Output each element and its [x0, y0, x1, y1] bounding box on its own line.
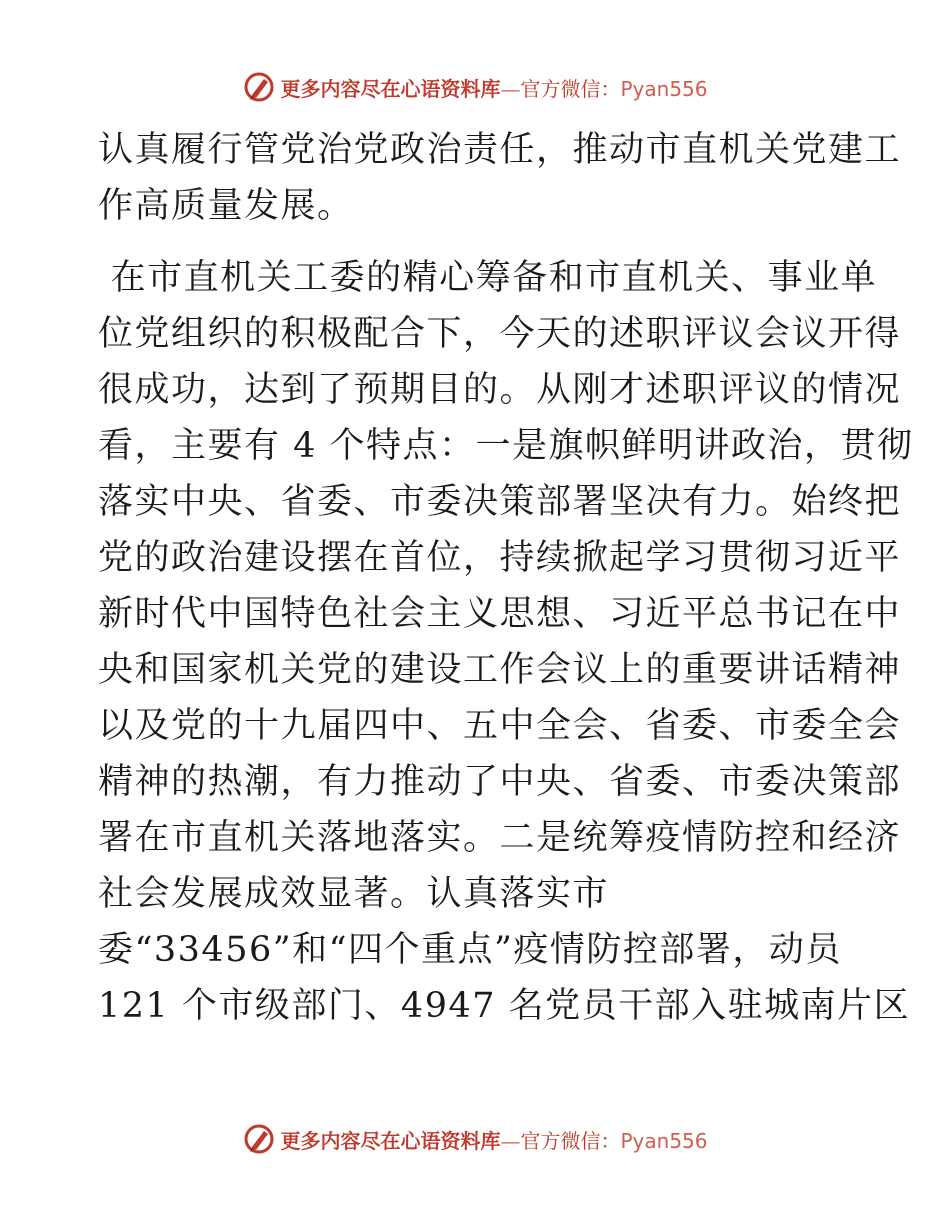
text-line: 新时代中国特色社会主义思想、习近平总书记在中 — [98, 594, 902, 634]
text-line: 121 个市级部门、4947 名党员干部入驻城南片区 — [98, 986, 911, 1026]
footer-brand-text: 更多内容尽在心语资料库 — [280, 1128, 501, 1153]
paragraph-2 — [98, 250, 914, 1034]
text-line: 作高质量发展。 — [98, 186, 354, 226]
text-line: 央和国家机关党的建设工作会议上的重要讲话精神 — [98, 650, 902, 690]
text-line: 认真履行管党治党政治责任，推动市直机关党建工 — [98, 130, 902, 170]
text-line: 以及党的十九届四中、五中全会、省委、市委全会 — [98, 706, 902, 746]
header-brand-text: 更多内容尽在心语资料库 — [280, 76, 501, 101]
text-line: 委“33456”和“四个重点”疫情防控部署，动员 — [98, 930, 842, 970]
header-wechat-label: 官方微信： — [520, 76, 621, 101]
footer-watermark-text — [280, 1125, 707, 1154]
header-wechat-id: Pyan556 — [620, 76, 708, 101]
text-line: 在市直机关工委的精心筹备和市直机关、事业单 — [98, 258, 878, 298]
text-line: 精神的热潮，有力推动了中央、省委、市委决策部 — [98, 762, 902, 802]
footer-wechat-id: Pyan556 — [620, 1128, 708, 1153]
text-line: 位党组织的积极配合下，今天的述职评议会议开得 — [98, 314, 902, 354]
pen-logo-icon — [242, 1122, 276, 1156]
header-dash: — — [500, 76, 521, 101]
footer-watermark — [0, 1122, 950, 1156]
text-line: 落实中央、省委、市委决策部署坚决有力。始终把 — [98, 482, 902, 522]
document-body — [98, 122, 914, 1034]
header-watermark — [0, 70, 950, 104]
text-line: 署在市直机关落地落实。二是统筹疫情防控和经济 — [98, 818, 902, 858]
footer-wechat-label: 官方微信： — [520, 1128, 621, 1153]
header-watermark-text — [280, 73, 707, 102]
footer-watermark-inner — [242, 1122, 707, 1156]
text-line: 社会发展成效显著。认真落实市 — [98, 874, 610, 914]
pen-logo-icon — [242, 70, 276, 104]
header-watermark-inner — [242, 70, 707, 104]
text-line: 党的政治建设摆在首位，持续掀起学习贯彻习近平 — [98, 538, 902, 578]
paragraph-1 — [98, 122, 902, 234]
text-line: 看，主要有 4 个特点：一是旗帜鲜明讲政治，贯彻 — [98, 426, 914, 466]
footer-dash: — — [500, 1128, 521, 1153]
text-line: 很成功，达到了预期目的。从刚才述职评议的情况 — [98, 370, 902, 410]
